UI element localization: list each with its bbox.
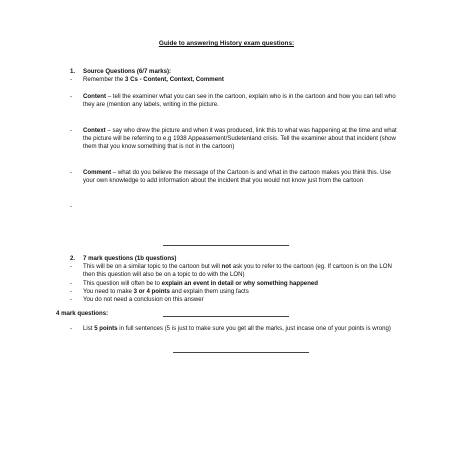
points-emphasis: 3 or 4 points <box>133 288 170 295</box>
context-paragraph <box>83 127 403 151</box>
remember-text: Remember the <box>83 76 125 83</box>
section-1-number: 1. <box>70 68 76 75</box>
bullet-dash: - <box>70 127 73 134</box>
explain-emphasis: explain an event in detail or why something happened <box>161 280 319 287</box>
seven-mark-item-3-text: You need to make <box>83 288 134 295</box>
content-paragraph <box>83 93 403 109</box>
bullet-dash: - <box>70 263 73 270</box>
section-2-heading: 7 mark questions (1b questions) <box>83 255 177 262</box>
bullet-dash: - <box>70 288 73 295</box>
bullet-dash: - <box>70 280 73 287</box>
bullet-dash: - <box>70 93 73 100</box>
seven-mark-item-1-text: This will be on a similar topic to the cartoon but will <box>83 263 222 270</box>
context-label: Context <box>83 127 106 134</box>
three-cs-text: 3 Cs - Content, Context, Comment <box>125 76 224 83</box>
seven-mark-item-2 <box>83 280 403 288</box>
five-points-emphasis: 5 points <box>94 325 118 332</box>
bullet-dash: - <box>70 169 73 176</box>
divider-line <box>163 316 289 317</box>
seven-mark-item-2-text: This question will often be to <box>83 280 162 287</box>
four-mark-heading: 4 mark questions: <box>56 310 109 317</box>
seven-mark-item-1 <box>83 263 403 279</box>
bullet-dash: - <box>70 325 73 332</box>
seven-mark-item-3-text-end: and explain them using facts <box>169 288 249 295</box>
four-mark-item-1-text: List <box>83 325 95 332</box>
four-mark-item-1-text-end: in full sentences (5 is just to make sure you get all the marks, just incase one of your points is wrong) <box>117 325 391 332</box>
context-text: – say who drew the picture and when it was produced, link this to what was happening at the time and what the picture will be referring to e.g 1938 Appeasement/Sudetenland crisis. Tell the examiner about that incident (show them that you know something that is not in the cartoon) <box>83 127 397 151</box>
section-1-heading: Source Questions (6/7 marks): <box>83 68 172 75</box>
remember-line <box>83 76 403 84</box>
seven-mark-item-3 <box>83 288 403 296</box>
seven-mark-item-1-text-end: ask you to refer to the cartoon (eg. If cartoon is on the LON then this question will also be on a topic to do with the LON) <box>83 263 392 279</box>
bullet-dash: - <box>70 76 73 83</box>
empty-bullet-dash: - <box>70 203 73 210</box>
comment-text: – what do you believe the message of the Cartoon is and what in the cartoon makes you think this. Use your own knowledge to add information about the incident that you would not know just from the cartoon <box>83 169 391 185</box>
comment-paragraph <box>83 169 403 185</box>
section-2-number: 2. <box>70 255 76 262</box>
comment-label: Comment <box>83 169 112 176</box>
content-text: – tell the examiner what you can see in the cartoon, explain who is in the cartoon and how you can tell who they are (mention any labels, writing in the picture. <box>83 93 396 109</box>
page-title: Guide to answering History exam questions: <box>158 40 295 47</box>
not-emphasis: not <box>221 263 232 270</box>
four-mark-item-1 <box>83 325 403 333</box>
content-label: Content <box>83 93 107 100</box>
bullet-dash: - <box>70 296 73 303</box>
divider-line <box>163 245 289 246</box>
divider-line <box>173 352 309 353</box>
seven-mark-item-4: You do not need a conclusion on this answer <box>83 296 204 303</box>
